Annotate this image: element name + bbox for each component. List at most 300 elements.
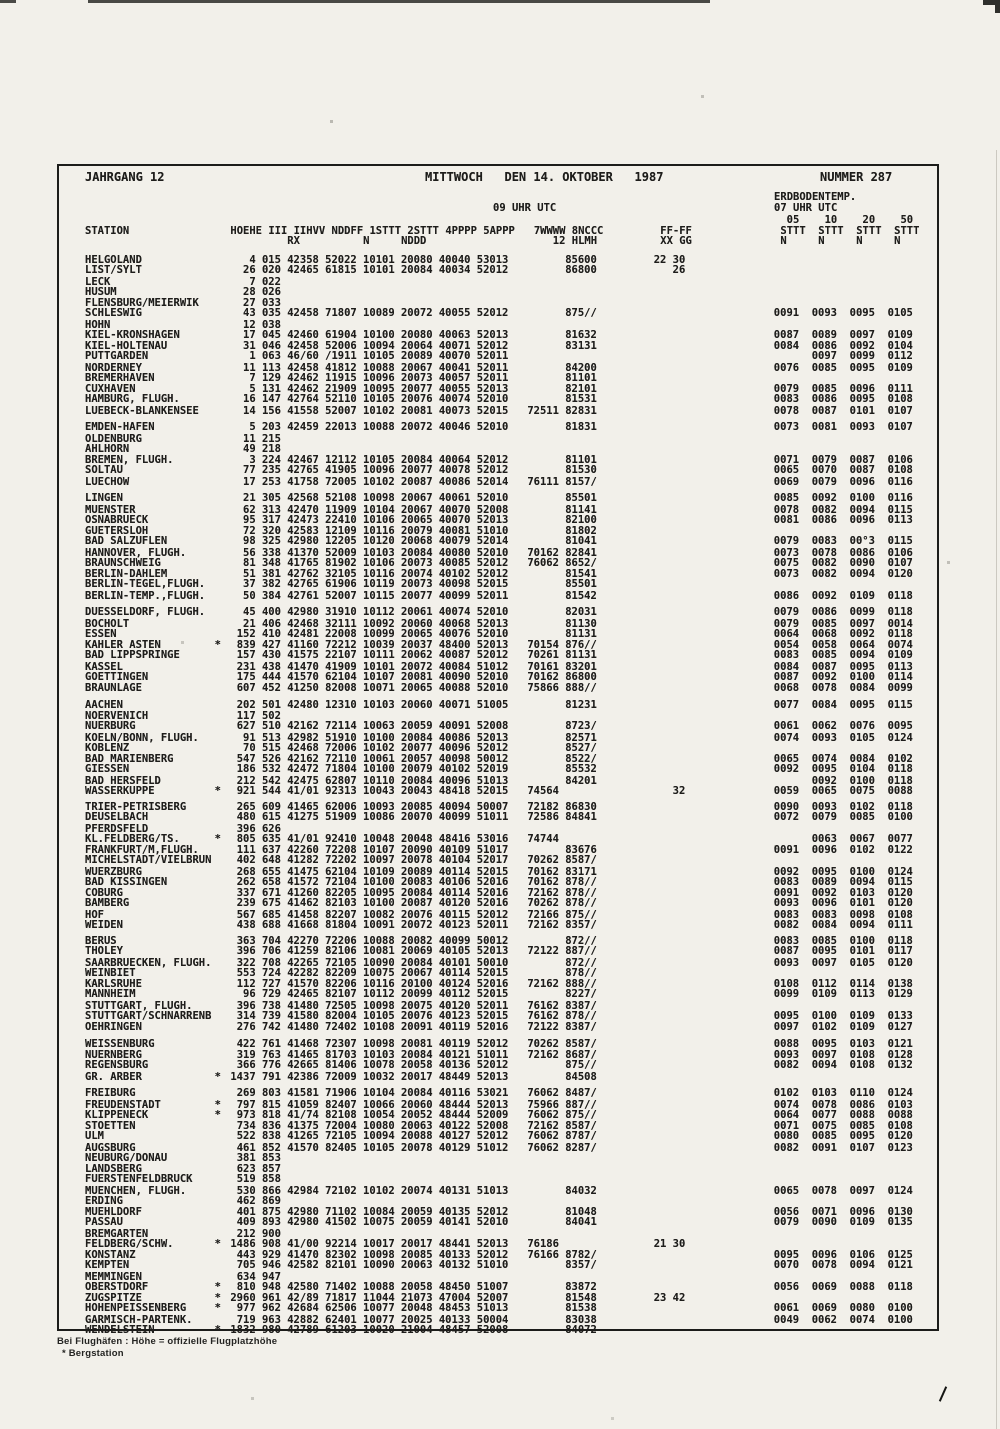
cell-iihvv: 41480	[287, 999, 319, 1012]
cell-2sttt: 20081	[400, 404, 433, 417]
cell-sttt-20: 0092	[849, 340, 875, 352]
cell-1sttt: 10071	[363, 682, 395, 694]
cell-iihvv: 41570	[287, 978, 319, 990]
cell-iihvv: 42465	[287, 988, 319, 1000]
cell-station: HOHN	[85, 318, 111, 331]
cell-iihvv: 41160	[287, 639, 319, 651]
cell-1sttt: 10020	[363, 1323, 395, 1336]
cell-5appp: 52010	[476, 546, 509, 559]
cell-sttt-50: 0120	[887, 897, 913, 909]
cell-5appp: 52012	[476, 1037, 509, 1050]
cell-hoehe: 443	[236, 1249, 256, 1261]
cell-1sttt: 10061	[363, 753, 395, 765]
cell-station: KIEL-HOLTENAU	[85, 340, 168, 352]
cell-8nccc: 81541	[565, 568, 597, 580]
cell-hoehe: 239	[236, 897, 256, 909]
cell-sttt-20: 0087	[849, 454, 875, 466]
cell-4pppp: 48449	[438, 1070, 471, 1083]
cell-sttt-50: 0109	[887, 328, 913, 341]
cell-4pppp: 40063	[438, 328, 471, 341]
cell-sttt-10: 0092	[811, 492, 838, 504]
cell-8nccc: 875//	[565, 307, 597, 319]
cell-4pppp: 40109	[438, 844, 471, 856]
cell-sttt-05: 0087	[773, 328, 800, 341]
cell-station: KOELN/BONN, FLUGH.	[85, 731, 199, 744]
cell-2sttt: 20077	[400, 741, 433, 754]
cell-2sttt: 20079	[400, 763, 433, 775]
cell-sttt-50: 0102	[887, 753, 913, 765]
cell-iihvv: 42458	[287, 307, 319, 319]
cell-5appp: 52013	[476, 731, 509, 744]
cell-5appp: 52013	[476, 617, 509, 630]
table-row	[85, 1260, 919, 1270]
cell-5appp: 52010	[476, 606, 509, 618]
cell-5appp: 50004	[476, 1313, 509, 1326]
cell-sttt-50: 0129	[887, 988, 913, 1000]
cell-iihvv: 42465	[287, 264, 319, 276]
cell-station: BAMBERG	[85, 897, 130, 909]
table-row	[85, 444, 919, 454]
cell-nddff: 71804	[325, 763, 357, 775]
cell-4pppp: 40114	[438, 966, 471, 979]
cell-sttt-20: 0109	[849, 1009, 875, 1022]
cell-1sttt: 10102	[363, 404, 395, 417]
cell-sttt-10: 0087	[811, 660, 838, 673]
scan-artifact-top-line	[88, 0, 710, 3]
cell-iii: 706	[261, 945, 281, 957]
cell-8nccc: 875//	[565, 1059, 597, 1071]
cell-5appp: 52008	[476, 503, 509, 516]
cell-sttt-10: 0071	[811, 1206, 838, 1218]
cell-sttt-10: 0090	[811, 1216, 838, 1228]
table-row	[85, 406, 919, 416]
cell-8nccc: 878//	[565, 887, 597, 899]
table-row	[85, 672, 919, 682]
table-row	[85, 946, 919, 956]
cell-sttt-05: 0080	[773, 1130, 800, 1142]
cell-sttt-10: 0094	[811, 1059, 838, 1071]
cell-5appp: 52010	[476, 670, 509, 683]
cell-iii: 857	[261, 1163, 281, 1175]
cell-hoehe: 212	[236, 774, 256, 787]
cell-5appp: 52016	[476, 1021, 509, 1033]
cell-2sttt: 20058	[400, 1280, 433, 1293]
cell-8nccc: 878//	[565, 966, 597, 979]
cell-hoehe: 438	[236, 918, 256, 931]
cell-sttt-20: 0095	[849, 660, 875, 673]
cell-1sttt: 10063	[363, 720, 395, 732]
cell-station: MUENSTER	[85, 503, 136, 516]
cell-sttt-50: 0107	[887, 556, 913, 569]
cell-5appp: 52015	[476, 1009, 509, 1022]
cell-4pppp: 40129	[438, 1141, 471, 1154]
cell-iii: 671	[261, 887, 281, 899]
cell-4pppp: 40132	[438, 1259, 471, 1271]
cell-hoehe: 381	[236, 1151, 256, 1164]
cell-iii: 348	[261, 556, 281, 569]
cell-sttt-05: 0076	[773, 361, 800, 374]
cell-8nccc: 84201	[565, 774, 597, 787]
cell-8nccc: 81141	[565, 503, 597, 516]
cell-iii: 738	[261, 999, 281, 1012]
cell-2sttt: 20073	[400, 578, 433, 590]
cell-hoehe: 705	[236, 1259, 256, 1271]
cell-1sttt: 10086	[363, 811, 395, 823]
cell-sttt-05: 0079	[773, 1216, 800, 1228]
cell-8nccc: 84041	[565, 1216, 597, 1228]
cell-station: BERLIN-TEGEL,FLUGH.	[85, 578, 206, 590]
cell-nddff: 71906	[325, 1087, 357, 1099]
cell-2sttt: 20087	[400, 897, 433, 909]
cell-4pppp: 40086	[438, 731, 471, 744]
cell-nddff: 52006	[325, 340, 357, 352]
cell-1sttt: 10093	[363, 801, 395, 813]
cell-iii: 156	[261, 404, 281, 417]
cell-2sttt: 20075	[400, 999, 433, 1012]
cell-station: HANNOVER, FLUGH.	[85, 546, 187, 559]
cell-8nccc: 8387/	[565, 1021, 597, 1033]
cell-nddff: 61815	[325, 264, 357, 276]
cell-sttt-10: 0063	[811, 832, 838, 845]
cell-nddff: 72006	[325, 741, 357, 754]
cell-8nccc: 887//	[565, 945, 597, 957]
cell-hoehe: 26	[243, 264, 256, 276]
cell-5appp: 53021	[476, 1087, 509, 1099]
table-row	[85, 493, 919, 503]
cell-sttt-10: 0093	[811, 307, 838, 319]
cell-sttt-05: 0095	[773, 1249, 800, 1261]
masthead-date: MITTWOCH DEN 14. OKTOBER 1987	[425, 170, 664, 184]
cell-station: AUGSBURG	[85, 1141, 136, 1154]
cell-4pppp: 40120	[438, 897, 471, 909]
cell-5appp: 52012	[476, 1249, 509, 1261]
cell-sttt-50: 0121	[887, 1259, 913, 1271]
cell-8nccc: 82101	[565, 383, 597, 395]
cell-sttt-10: 0085	[811, 649, 838, 661]
cell-4pppp: 48450	[438, 1280, 471, 1293]
cell-7wwww: 72162	[527, 887, 559, 899]
cell-sttt-20: 0110	[849, 1087, 875, 1099]
cell-nddff: 62104	[325, 670, 357, 683]
cell-4pppp: 40098	[438, 578, 471, 590]
cell-sttt-05: 0061	[773, 1302, 800, 1314]
cell-iii: 410	[261, 627, 281, 640]
cell-4pppp: 40099	[438, 811, 471, 823]
station-table-body	[85, 255, 919, 1335]
cell-7wwww: 72162	[527, 1120, 559, 1132]
cell-4pppp: 40084	[438, 660, 471, 673]
cell-hoehe: 623	[236, 1163, 256, 1175]
cell-7wwww: 76062	[527, 1087, 559, 1099]
cell-sttt-10: 0069	[811, 1302, 838, 1314]
cell-sttt-50: 0127	[887, 1021, 913, 1033]
cell-sttt-10: 0093	[811, 731, 838, 744]
cell-iii: 381	[261, 568, 281, 580]
cell-iii: 510	[261, 720, 281, 732]
cell-iii: 063	[261, 350, 281, 362]
cell-sttt-20: 0109	[849, 1021, 875, 1033]
cell-8nccc: 878//	[565, 875, 597, 888]
table-row	[85, 1186, 919, 1196]
table-row	[85, 1164, 919, 1174]
cell-2sttt: 20072	[400, 421, 433, 433]
cell-iii: 929	[261, 1249, 281, 1261]
cell-hoehe: 16	[243, 393, 256, 405]
cell-sttt-10: 0085	[811, 361, 838, 374]
cell-8nccc: 81041	[565, 535, 597, 547]
soil-temp-depths-row	[85, 215, 919, 225]
cell-nddff: 82302	[325, 1249, 357, 1261]
cell-station: DUESSELDORF, FLUGH.	[85, 606, 206, 618]
cell-2sttt: 20061	[400, 606, 433, 618]
cell-sttt-20: 0092	[849, 627, 875, 640]
table-row	[85, 910, 919, 920]
cell-1sttt: 10103	[363, 546, 395, 559]
scan-frame	[57, 164, 939, 1336]
cell-hoehe: 111	[236, 844, 256, 856]
cell-iihvv: 42467	[287, 454, 319, 466]
cell-sttt-20: 0098	[849, 908, 875, 921]
cell-sttt-50: 0100	[887, 1313, 913, 1326]
cell-iihvv: 42982	[287, 731, 319, 744]
cell-ff-ff: 32	[672, 784, 686, 797]
cell-sttt-50: 0108	[887, 1120, 913, 1132]
cell-sttt-20: 0080	[849, 1302, 875, 1314]
cell-8nccc: 878//	[565, 1009, 597, 1022]
cell-1sttt: 10088	[363, 361, 395, 374]
cell-iihvv: 41475	[287, 865, 319, 878]
cell-sttt-50: 0118	[887, 774, 913, 787]
cell-iihvv: 41575	[287, 649, 319, 661]
cell-iihvv: 42459	[287, 421, 319, 433]
cell-sttt-05: 0049	[773, 1313, 800, 1326]
cell-iii: 875	[261, 1206, 281, 1218]
cell-station: GOETTINGEN	[85, 670, 149, 683]
cell-2sttt: 20084	[400, 264, 433, 276]
cell-iii: 866	[261, 1184, 281, 1197]
cell-4pppp: 40119	[438, 1037, 471, 1050]
cell-iihvv: 42462	[287, 371, 319, 384]
cell-nddff: 52007	[325, 589, 357, 602]
cell-2sttt: 20083	[400, 875, 433, 888]
cell-sttt-50: 0100	[887, 1302, 913, 1314]
cell-sttt-05: 0085	[773, 492, 800, 504]
cell-5appp: 52008	[476, 1120, 509, 1132]
cell-5appp: 51017	[476, 844, 509, 856]
cell-iihvv: 41282	[287, 854, 319, 866]
cell-8nccc: 8527/	[565, 741, 597, 754]
cell-hoehe: 627	[236, 720, 256, 732]
scan-artifact-top-dash	[0, 0, 16, 3]
cell-nddff: /1911	[325, 350, 357, 362]
cell-sttt-10: 0086	[811, 513, 838, 526]
cell-station: BERUS	[85, 935, 117, 947]
cell-2sttt: 20088	[400, 1130, 433, 1142]
cell-8nccc: 8357/	[565, 918, 597, 931]
cell-station: HUSUM	[85, 285, 117, 298]
cell-station: MICHELSTADT/VIELBRUN	[85, 854, 212, 866]
cell-hoehe: 797	[236, 1098, 256, 1111]
cell-sttt-50: 0124	[887, 1184, 913, 1197]
cell-sttt-10: 0078	[811, 1098, 838, 1111]
cell-2sttt: 20076	[400, 908, 433, 921]
cell-sttt-05: 0082	[773, 1141, 800, 1154]
cell-iihvv: 42481	[287, 627, 319, 640]
cell-8nccc: 8587/	[565, 1037, 597, 1050]
cell-sttt-10: 0078	[811, 682, 838, 694]
cell-hoehe: 810	[236, 1280, 256, 1293]
cell-iihvv: 42358	[287, 254, 319, 266]
cell-sttt-10: 0077	[811, 1108, 838, 1121]
cell-hoehe: 805	[236, 832, 256, 845]
cell-bergstation-mark: *	[214, 1302, 221, 1314]
cell-nddff: 92410	[325, 832, 357, 845]
cell-8nccc: 8723/	[565, 720, 597, 732]
table-row	[85, 1110, 919, 1120]
cell-sttt-20: 0100	[849, 492, 875, 504]
cell-nddff: 62401	[325, 1313, 357, 1326]
cell-nddff: 82407	[325, 1098, 357, 1111]
cell-iii: 648	[261, 854, 281, 866]
cell-sttt-10: 0081	[811, 421, 838, 433]
cell-station: FREIBURG	[85, 1087, 136, 1099]
cell-5appp: 52012	[476, 454, 509, 466]
cell-4pppp: 40055	[438, 307, 471, 319]
cell-5appp: 51010	[476, 1259, 509, 1271]
cell-iihvv: 41/01	[287, 832, 319, 845]
cell-sttt-50: 0111	[887, 918, 913, 931]
cell-2sttt: 20067	[400, 361, 433, 374]
cell-sttt-50: 0121	[887, 1037, 913, 1050]
cell-station: NEUBURG/DONAU	[85, 1151, 168, 1164]
cell-iii: 406	[261, 617, 281, 630]
cell-7wwww: 74744	[527, 832, 559, 845]
cell-sttt-05: 0070	[773, 1259, 800, 1271]
cell-nddff: 72505	[325, 999, 357, 1012]
cell-station: PUTTGARDEN	[85, 350, 149, 362]
cell-1sttt: 10112	[363, 988, 395, 1000]
cell-5appp: 52012	[476, 741, 509, 754]
cell-sttt-10: 0065	[811, 784, 838, 797]
cell-station: ZUGSPITZE	[85, 1292, 142, 1304]
cell-2sttt: 20090	[400, 844, 433, 856]
cell-sttt-05: 0074	[773, 731, 800, 744]
cell-iihvv: 41458	[287, 908, 319, 921]
cell-hoehe: 607	[236, 682, 256, 694]
cell-nddff: 72102	[325, 1184, 357, 1197]
cell-station: NOERVENICH	[85, 710, 149, 722]
cell-sttt-20: 0102	[849, 844, 875, 856]
cell-iihvv: 42882	[287, 1313, 319, 1326]
cell-4pppp: 40127	[438, 1130, 471, 1142]
table-row	[85, 877, 919, 887]
cell-hoehe: 409	[236, 1216, 256, 1228]
cell-1sttt: 10116	[363, 525, 395, 537]
cell-sttt-50: 0138	[887, 978, 913, 990]
cell-sttt-50: 0115	[887, 503, 913, 516]
cell-2sttt: 20091	[400, 1021, 433, 1033]
cell-sttt-20: 0088	[849, 1108, 875, 1121]
cell-hoehe: 96	[243, 988, 256, 1000]
cell-sttt-05: 0099	[773, 988, 800, 1000]
cell-sttt-05: 0095	[773, 1009, 800, 1022]
cell-7wwww: 72122	[527, 945, 559, 957]
cell-2sttt: 20037	[400, 639, 433, 651]
cell-iihvv: 42458	[287, 361, 319, 374]
cell-hoehe: 14	[243, 404, 256, 417]
cell-hoehe: 973	[236, 1108, 256, 1121]
cell-sttt-50: 0120	[887, 887, 913, 899]
cell-iihvv: 42462	[287, 383, 319, 395]
cell-station: ERDING	[85, 1194, 123, 1207]
cell-1sttt: 10088	[363, 935, 395, 947]
cell-7wwww: 72511	[527, 404, 559, 417]
cell-station: KONSTANZ	[85, 1249, 136, 1261]
cell-7wwww: 72182	[527, 801, 559, 813]
cell-4pppp: 40096	[438, 774, 471, 787]
cell-iihvv: 42468	[287, 617, 319, 630]
cell-iihvv: 42/89	[287, 1292, 319, 1304]
cell-sttt-20: 0105	[849, 956, 875, 969]
cell-4pppp: 40101	[438, 956, 471, 969]
cell-2sttt: 20084	[400, 454, 433, 466]
cell-8nccc: 81802	[565, 525, 597, 537]
cell-1sttt: 10075	[363, 1216, 395, 1228]
cell-iii: 724	[261, 966, 281, 979]
cell-5appp: 52011	[476, 589, 509, 602]
table-row	[85, 607, 919, 617]
cell-2sttt: 20077	[400, 464, 433, 476]
cell-5appp: 52015	[476, 988, 509, 1000]
cell-2sttt: 20084	[400, 774, 433, 787]
cell-4pppp: 40114	[438, 865, 471, 878]
cell-sttt-50: 0115	[887, 698, 913, 711]
cell-sttt-05: 0069	[773, 475, 800, 488]
cell-iii: 980	[261, 1323, 281, 1336]
cell-iihvv: 42282	[287, 966, 319, 979]
cell-sttt-05: 0061	[773, 720, 800, 732]
cell-nddff: 72206	[325, 935, 357, 947]
table-row	[85, 867, 919, 877]
cell-hoehe: 81	[243, 556, 256, 569]
cell-iii: 253	[261, 475, 281, 488]
cell-sttt-20: 0090	[849, 556, 875, 569]
cell-4pppp: 40088	[438, 682, 471, 694]
cell-sttt-10: 0095	[811, 763, 838, 775]
cell-sttt-50: 0107	[887, 421, 913, 433]
cell-2sttt: 20067	[400, 492, 433, 504]
table-row	[85, 1174, 919, 1184]
cell-8nccc: 81048	[565, 1206, 597, 1218]
cell-sttt-05: 0077	[773, 698, 800, 711]
table-row	[85, 1229, 919, 1239]
cell-bergstation-mark: *	[214, 1292, 221, 1304]
cell-hoehe: 363	[236, 935, 256, 947]
cell-4pppp: 40070	[438, 503, 471, 516]
table-row	[85, 855, 919, 865]
cell-sttt-05: 0071	[773, 1120, 800, 1132]
cell-1sttt: 10099	[363, 627, 395, 640]
cell-station: NORDERNEY	[85, 361, 142, 374]
cell-sttt-05: 0059	[773, 784, 800, 797]
scan-artifact-bottom-right-mark	[939, 1386, 947, 1401]
cell-hoehe: 21	[243, 492, 256, 504]
cell-sttt-05: 0056	[773, 1280, 800, 1293]
table-row	[85, 536, 919, 546]
cell-sttt-10: 0086	[811, 340, 838, 352]
cell-iihvv: 41275	[287, 811, 319, 823]
cell-sttt-20: 0101	[849, 897, 875, 909]
